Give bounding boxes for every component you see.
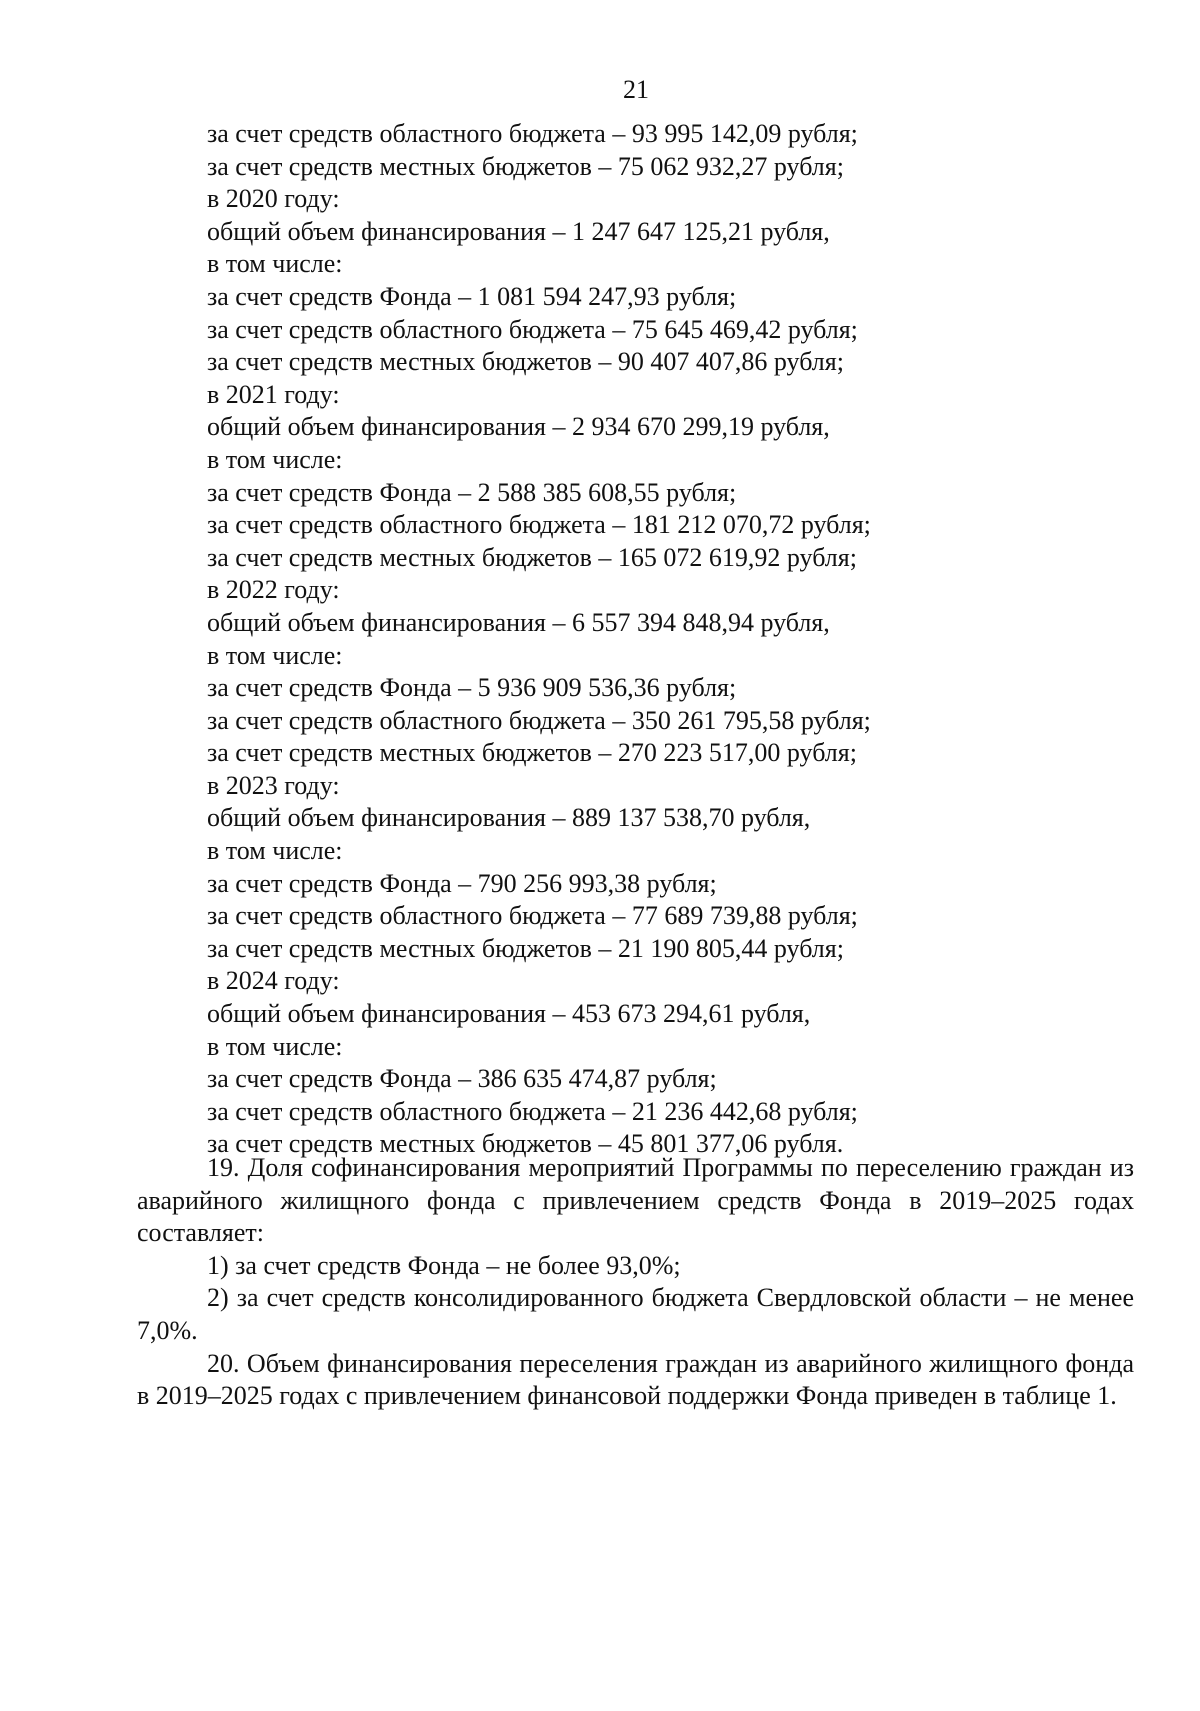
financing-line: в том числе: (207, 249, 343, 279)
financing-line: в том числе: (207, 640, 343, 670)
financing-line: за счет средств Фонда – 1 081 594 247,93 рубля; (207, 281, 737, 311)
financing-list (207, 118, 1107, 1161)
financing-line: за счет средств областного бюджета – 21 236 442,68 рубля; (207, 1096, 858, 1126)
financing-line: за счет средств Фонда – 2 588 385 608,55 рубля; (207, 477, 737, 507)
financing-line: за счет средств местных бюджетов – 165 072 619,92 рубля; (207, 542, 857, 572)
financing-line: за счет средств областного бюджета – 350 261 795,58 рубля; (207, 705, 871, 735)
financing-line: за счет средств областного бюджета – 75 645 469,42 рубля; (207, 314, 858, 344)
financing-line: за счет средств Фонда – 386 635 474,87 рубля; (207, 1064, 717, 1094)
financing-line: за счет средств местных бюджетов – 21 190 805,44 рубля; (207, 933, 844, 963)
year-heading: в 2020 году: (207, 184, 340, 214)
financing-total: общий объем финансирования – 453 673 294,61 рубля, (207, 999, 811, 1029)
paragraph-19: 19. Доля софинансирования мероприятий Программы по переселению граждан из аварийного жилищного фонда с привлечением средств Фонда в 2019–2025 годах составляет: (137, 1153, 1134, 1248)
year-heading: в 2022 году: (207, 575, 340, 605)
financing-line: за счет средств Фонда – 5 936 909 536,36 рубля; (207, 673, 737, 703)
financing-line: за счет средств областного бюджета – 181 212 070,72 рубля; (207, 510, 871, 540)
financing-total: общий объем финансирования – 6 557 394 848,94 рубля, (207, 607, 830, 637)
year-heading: в 2024 году: (207, 966, 340, 996)
financing-line: за счет средств местных бюджетов – 270 223 517,00 рубля; (207, 738, 857, 768)
body-paragraphs (137, 1152, 1134, 1413)
financing-line: за счет средств областного бюджета – 93 995 142,09 рубля; (207, 119, 858, 148)
financing-line: за счет средств местных бюджетов – 75 062 932,27 рубля; (207, 151, 844, 181)
paragraph-19-item-1: 1) за счет средств Фонда – не более 93,0%; (207, 1250, 681, 1280)
financing-total: общий объем финансирования – 2 934 670 299,19 рубля, (207, 412, 830, 442)
financing-line: за счет средств Фонда – 790 256 993,38 рубля; (207, 868, 717, 898)
year-heading: в 2023 году: (207, 770, 340, 800)
financing-line: за счет средств областного бюджета – 77 689 739,88 рубля; (207, 901, 858, 931)
year-heading: в 2021 году: (207, 379, 340, 409)
financing-total: общий объем финансирования – 889 137 538,70 рубля, (207, 803, 811, 833)
page-number: 21 (623, 75, 649, 104)
financing-line: в том числе: (207, 1031, 343, 1061)
financing-line: в том числе: (207, 444, 343, 474)
financing-line: за счет средств местных бюджетов – 45 801 377,06 рубля. (207, 1129, 844, 1159)
financing-line: за счет средств местных бюджетов – 90 407 407,86 рубля; (207, 347, 844, 377)
financing-line: в том числе: (207, 836, 343, 866)
paragraph-20: 20. Объем финансирования переселения граждан из аварийного жилищного фонда в 2019–2025 годах с привлечением финансовой поддержки Фонда приведен в таблице 1. (137, 1348, 1134, 1411)
paragraph-19-item-2: 2) за счет средств консолидированного бюджета Свердловской области – не менее 7,0%. (137, 1283, 1134, 1345)
financing-total: общий объем финансирования – 1 247 647 125,21 рубля, (207, 216, 830, 246)
